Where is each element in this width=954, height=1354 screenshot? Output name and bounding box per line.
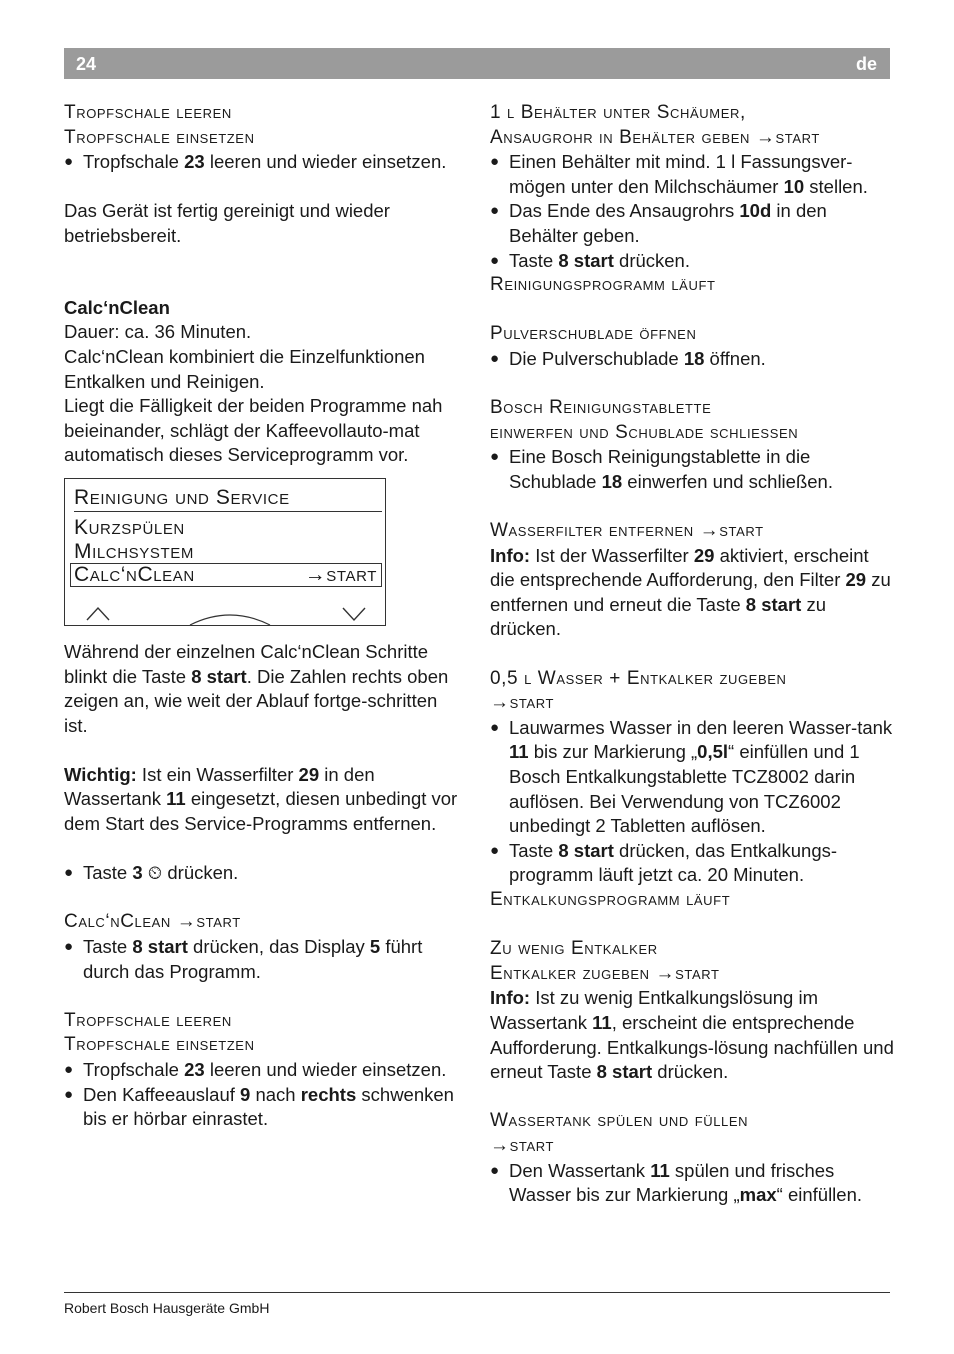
paragraph: Calc‘nClean kombiniert die Einzelfunktionen Entkalken und Reinigen. — [64, 345, 425, 392]
page-header — [64, 48, 890, 79]
bullet-item: ● Den Wassertank 11 spülen und frisches Wasser bis zur Markierung „max“ einfüllen. — [490, 1159, 895, 1208]
bullet-item: ● Taste 3 ⏲ drücken. — [64, 861, 464, 886]
display-title: Reinigung und Service — [74, 485, 382, 512]
display-illustration — [64, 478, 386, 626]
display-message: Tropfschale einsetzen — [64, 1034, 255, 1056]
display-message: →start — [490, 1134, 555, 1156]
paragraph: Info: Ist zu wenig Entkalkungslösung im Wassertank 11, erscheint die entsprechende Aufforderung. Entkalkungs-lösung nachfüllen und erneut Taste 8 start drücken. — [490, 987, 894, 1083]
display-message: Wassertank spülen und füllen — [490, 1110, 749, 1132]
bullet-item: ● Den Kaffeeauslauf 9 nach rechts schwenken bis er hörbar einrastet. — [64, 1083, 464, 1132]
display-message: Zu wenig Entkalker — [490, 938, 658, 960]
bullet-item: ● Taste 8 start drücken, das Entkalkungs-programm läuft jetzt ca. 20 Minuten. — [490, 839, 895, 888]
display-message: einwerfen und Schublade schliessen — [490, 421, 799, 443]
bullet-item: ● Die Pulverschublade 18 öffnen. — [490, 347, 895, 372]
bullet-item: ● Taste 8 start drücken, das Display 5 führt durch das Programm. — [64, 935, 464, 984]
bullet-item: ● Das Ende des Ansaugrohrs 10d in den Behälter geben. — [490, 199, 895, 248]
paragraph: Wichtig: Ist ein Wasserfilter 29 in den Wassertank 11 eingesetzt, diesen unbedingt vor dem Start des Service-Programms entfernen. — [64, 763, 458, 835]
display-message: 0,5 l Wasser + Entkalker zugeben — [490, 667, 787, 689]
display-item-selected: Calc‘nClean →start — [70, 563, 382, 587]
rotary-knob-arc — [190, 615, 270, 625]
display-message: Wasserfilter entfernen →start — [490, 520, 764, 542]
display-message: Tropfschale leeren — [64, 102, 232, 123]
display-message: Entkalker zugeben →start — [490, 962, 720, 984]
paragraph: Dauer: ca. 36 Minuten. — [64, 321, 252, 343]
paragraph: Während der einzelnen Calc‘nClean Schritte blinkt die Taste 8 start. Die Zahlen rechts oben zeigen an, wie weit der Ablauf fortge-schritten ist. — [64, 640, 449, 736]
page-number: 24 — [76, 54, 97, 74]
display-item: Kurzspülen — [74, 515, 185, 539]
display-message: →start — [490, 692, 555, 714]
display-message: Tropfschale leeren — [64, 1009, 232, 1031]
bullet-item: ● Einen Behälter mit mind. 1 l Fassungsver-mögen unter den Milchschäumer 10 stellen. — [490, 150, 895, 199]
display-message: Bosch Reinigungstablette — [490, 397, 712, 419]
bullet-item: ● Taste 8 start drücken. — [490, 249, 895, 274]
display-item: Milchsystem — [74, 539, 194, 563]
language-code: de — [855, 54, 877, 74]
bullet-item: ● Eine Bosch Reinigungstablette in die Schublade 18 einwerfen und schließen. — [490, 445, 895, 494]
paragraph: Das Gerät ist fertig gereinigt und wieder betriebsbereit. — [64, 200, 390, 246]
display-message: Calc‘nClean →start — [64, 911, 241, 933]
bullet-item: ● Lauwarmes Wasser in den leeren Wasser-tank 11 bis zur Markierung „0,5l“ einfüllen und 1 Bosch Entkalkungstablette TCZ8002 darin auflösen. Bei Verwendung von TCZ6002 unbedingt 2 Tabletten auflösen. — [490, 716, 895, 839]
left-column — [64, 101, 464, 1132]
display-message: Ansaugrohr in Behälter geben →start — [490, 126, 820, 148]
footer-divider — [64, 1292, 890, 1293]
display-message: Tropfschale einsetzen — [64, 126, 255, 148]
display-message: Pulverschublade öffnen — [490, 323, 697, 345]
display-message: Reinigungsprogramm läuft — [490, 274, 716, 296]
section-title: Calc‘nClean — [64, 296, 170, 318]
footer-company: Robert Bosch Hausgeräte GmbH — [64, 1300, 270, 1316]
bullet-item: ● Tropfschale 23 leeren und wieder einsetzen. — [64, 1058, 464, 1083]
chevron-down-icon — [343, 608, 365, 620]
paragraph: Info: Ist der Wasserfilter 29 aktiviert, erscheint die entsprechende Aufforderung, den Filter 29 zu entfernen und erneut die Taste 8 start zu drücken. — [490, 544, 891, 640]
bullet-item: ● Tropfschale 23 leeren und wieder einsetzen. — [64, 150, 464, 175]
display-message: Entkalkungsprogramm läuft — [490, 889, 731, 910]
chevron-up-icon — [87, 608, 109, 620]
display-message: 1 l Behälter unter Schäumer, — [490, 102, 746, 123]
right-column — [490, 101, 895, 1208]
paragraph: Liegt die Fälligkeit der beiden Programme nah beieinander, schlägt der Kaffeevollauto-mat automatisch dieses Serviceprogramm vor. — [64, 395, 443, 466]
